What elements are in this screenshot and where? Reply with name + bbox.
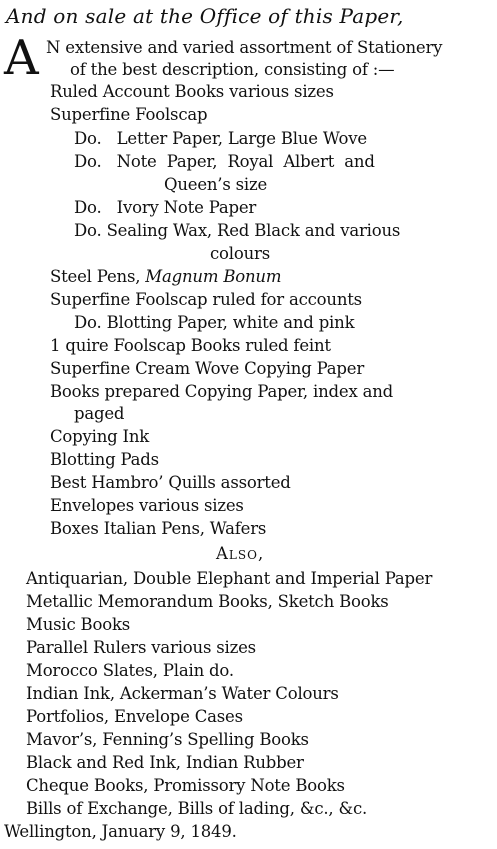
list-item: Envelopes various sizes xyxy=(50,496,244,515)
list-item: Do. Blotting Paper, white and pink xyxy=(74,313,355,332)
list-item-text: Steel Pens, xyxy=(50,267,141,286)
list-item: Ruled Account Books various sizes xyxy=(50,82,334,101)
list-item-continuation: colours xyxy=(210,244,270,263)
list-item: Black and Red Ink, Indian Rubber xyxy=(26,753,304,772)
list-item: Indian Ink, Ackerman’s Water Colours xyxy=(26,684,339,703)
list-item: Mavor’s, Fenning’s Spelling Books xyxy=(26,730,309,749)
list-item: Do. Ivory Note Paper xyxy=(74,198,257,217)
list-item: Do. Sealing Wax, Red Black and various xyxy=(74,221,401,240)
list-item: Bills of Exchange, Bills of lading, &c., &c. xyxy=(26,799,368,818)
list-item-continuation: paged xyxy=(74,404,125,423)
list-item: Do. Note Paper, Royal Albert and xyxy=(74,152,375,171)
list-item: Cheque Books, Promissory Note Books xyxy=(26,776,345,795)
list-item: Best Hambro’ Quills assorted xyxy=(50,473,291,492)
list-item: Portfolios, Envelope Cases xyxy=(26,707,243,726)
list-item: Superfine Foolscap ruled for accounts xyxy=(50,290,362,309)
list-item: Parallel Rulers various sizes xyxy=(26,638,256,657)
list-item: Copying Ink xyxy=(50,427,150,446)
list-item: Morocco Slates, Plain do. xyxy=(26,661,234,680)
list-item: Superfine Foolscap xyxy=(50,105,208,124)
list-item: Do. Letter Paper, Large Blue Wove xyxy=(74,129,367,148)
list-item: 1 quire Foolscap Books ruled feint xyxy=(50,336,331,355)
list-item: Metallic Memorandum Books, Sketch Books xyxy=(26,592,389,611)
list-item: Antiquarian, Double Elephant and Imperial Paper xyxy=(26,569,433,588)
list-item: Boxes Italian Pens, Wafers xyxy=(50,519,267,538)
section-heading-also: Also, xyxy=(216,544,265,563)
list-item: Blotting Pads xyxy=(50,450,159,469)
list-item: Superfine Cream Wove Copying Paper xyxy=(50,359,365,378)
heading: And on sale at the Office of this Paper, xyxy=(6,4,404,28)
list-item: Music Books xyxy=(26,615,131,634)
list-item-italic-text: Magnum Bonum xyxy=(145,267,282,286)
intro-line-2: of the best description, consisting of :— xyxy=(70,60,395,79)
drop-cap: A xyxy=(4,30,39,86)
intro-line-1: N extensive and varied assortment of Stationery xyxy=(46,38,443,57)
list-item: Books prepared Copying Paper, index and xyxy=(50,382,394,401)
list-item xyxy=(50,267,281,287)
dateline: Wellington, January 9, 1849. xyxy=(4,822,237,841)
list-item-continuation: Queen’s size xyxy=(164,175,268,194)
